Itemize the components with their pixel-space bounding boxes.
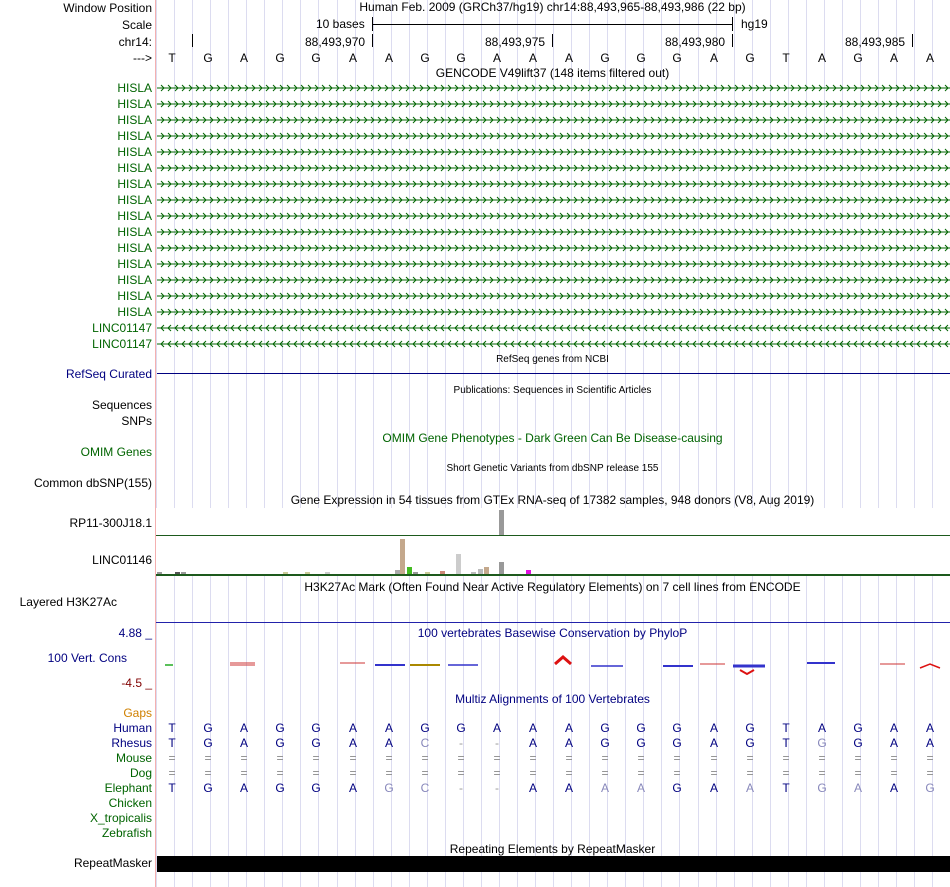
alignment-base: =	[529, 751, 537, 765]
alignment-base: G	[203, 781, 213, 795]
alignment-base: A	[745, 781, 754, 795]
alignment-base: G	[745, 721, 755, 735]
gencode-item-label[interactable]: HISLA	[117, 273, 152, 287]
gencode-feature-forward[interactable]	[157, 292, 950, 300]
gtex-bar	[175, 572, 180, 574]
gtex-bar	[499, 510, 504, 535]
gtex-bar	[484, 567, 489, 574]
gencode-feature-forward[interactable]	[157, 180, 950, 188]
base-letter: A	[817, 51, 826, 65]
gencode-feature-forward[interactable]	[157, 212, 950, 220]
alignment-base: G	[853, 721, 863, 735]
alignment-base: A	[384, 736, 393, 750]
gtex-track-title: Gene Expression in 54 tissues from GTEx RNA-seq of 17382 samples, 948 donors (V8, Aug 2019)	[290, 493, 815, 507]
species-label[interactable]: Zebrafish	[101, 826, 152, 840]
species-label[interactable]: Mouse	[115, 751, 152, 765]
gencode-feature-forward[interactable]	[157, 308, 950, 316]
ruler-tick-4	[912, 34, 913, 47]
alignment-base: -	[495, 736, 499, 750]
alignment-base: A	[636, 781, 645, 795]
base-letter: G	[636, 51, 646, 65]
sequences-track-label[interactable]: Sequences	[91, 398, 152, 412]
alignment-base: G	[420, 721, 430, 735]
base-letter: G	[456, 51, 466, 65]
gencode-strand-arrows	[157, 149, 950, 155]
alignment-base: A	[384, 721, 393, 735]
gencode-item-label[interactable]: LINC01147	[92, 337, 152, 351]
scale-bar	[372, 24, 732, 25]
alignment-base: C	[420, 736, 430, 750]
alignment-base: G	[672, 781, 682, 795]
alignment-base: =	[312, 751, 320, 765]
alignment-base: =	[493, 766, 501, 780]
gencode-strand-arrows	[157, 133, 950, 139]
ruler-tick-1	[372, 34, 373, 47]
conservation-track-label[interactable]: 100 Vert. Cons	[47, 651, 127, 665]
gtex-bar	[400, 539, 405, 574]
alignment-base: =	[276, 766, 284, 780]
alignment-base: A	[348, 721, 357, 735]
gencode-item-label[interactable]: HISLA	[117, 177, 152, 191]
alignment-base: G	[600, 736, 610, 750]
alignment-base: =	[493, 751, 501, 765]
alignment-base: A	[239, 736, 248, 750]
alignment-base: A	[889, 781, 898, 795]
gencode-strand-arrows	[157, 85, 950, 91]
gencode-feature-reverse[interactable]	[157, 340, 950, 348]
refseq-gene-line[interactable]	[157, 373, 950, 374]
gencode-strand-arrows	[157, 197, 950, 203]
alignment-base: G	[636, 736, 646, 750]
base-letter: A	[492, 51, 501, 65]
alignment-base: =	[601, 751, 609, 765]
gencode-strand-arrows	[157, 309, 950, 315]
gencode-strand-arrows	[157, 245, 950, 251]
base-letter: A	[889, 51, 898, 65]
repeatmasker-element[interactable]	[157, 856, 950, 872]
gtex-bar	[471, 572, 476, 574]
alignment-base: =	[818, 751, 826, 765]
alignment-base: T	[782, 721, 790, 735]
gencode-item-label[interactable]: HISLA	[117, 241, 152, 255]
gencode-strand-arrows	[157, 325, 950, 331]
alignment-base: =	[926, 751, 934, 765]
alignment-base: =	[637, 751, 645, 765]
assembly-position-text	[155, 0, 950, 14]
alignment-base: =	[818, 766, 826, 780]
alignment-base: -	[459, 736, 463, 750]
alignment-base: A	[817, 721, 826, 735]
alignment-base: G	[925, 781, 935, 795]
track-label-column	[0, 0, 155, 887]
alignment-base: G	[672, 721, 682, 735]
species-label[interactable]: X_tropicalis	[89, 811, 152, 825]
alignment-base: =	[168, 766, 176, 780]
ruler-position-1: 88,493,970	[305, 35, 366, 49]
h3k27ac-track-title: H3K27Ac Mark (Often Found Near Active Regulatory Elements) on 7 cell lines from ENCODE	[304, 580, 801, 594]
gencode-strand-arrows	[157, 261, 950, 267]
alignment-base: -	[495, 781, 499, 795]
gtex-bar	[499, 562, 504, 574]
track-data-area[interactable]	[155, 0, 950, 887]
alignment-base: -	[459, 781, 463, 795]
gtex-plot-2[interactable]	[155, 536, 950, 576]
alignment-base: =	[926, 766, 934, 780]
conservation-min-label: -4.5 _	[121, 676, 152, 690]
base-letter: A	[709, 51, 718, 65]
gtex-plot-1[interactable]	[155, 508, 950, 537]
alignment-base: =	[276, 751, 284, 765]
dbsnp-track-title: Short Genetic Variants from dbSNP release 155	[446, 463, 659, 474]
species-label[interactable]: Rhesus	[111, 736, 152, 750]
gencode-item-label[interactable]: HISLA	[117, 161, 152, 175]
base-letter: G	[311, 51, 321, 65]
base-letter: A	[528, 51, 537, 65]
alignment-base: A	[709, 781, 718, 795]
gencode-feature-forward[interactable]	[157, 196, 950, 204]
gencode-strand-arrows	[157, 229, 950, 235]
gencode-item-label[interactable]: HISLA	[117, 97, 152, 111]
alignment-base: G	[311, 721, 321, 735]
gtex-bar	[325, 572, 330, 574]
omim-track-title: OMIM Gene Phenotypes - Dark Green Can Be Disease-causing	[382, 431, 723, 445]
conservation-mark	[920, 664, 940, 668]
dbsnp-track-label[interactable]: Common dbSNP(155)	[33, 476, 152, 490]
alignment-base: =	[457, 766, 465, 780]
repeatmasker-track-title: Repeating Elements by RepeatMasker	[449, 842, 656, 856]
gencode-strand-arrows	[157, 277, 950, 283]
base-letter: G	[745, 51, 755, 65]
alignment-base: =	[673, 751, 681, 765]
gencode-strand-arrows	[157, 341, 950, 347]
conservation-mark	[555, 657, 571, 664]
gtex-bar	[157, 572, 162, 574]
alignment-base: =	[204, 766, 212, 780]
alignment-base: A	[564, 736, 573, 750]
gencode-item-label[interactable]: HISLA	[117, 305, 152, 319]
gencode-feature-forward[interactable]	[157, 228, 950, 236]
gencode-feature-forward[interactable]	[157, 244, 950, 252]
alignment-base: =	[385, 766, 393, 780]
gencode-feature-forward[interactable]	[157, 276, 950, 284]
alignment-base: =	[168, 751, 176, 765]
alignment-base: G	[275, 781, 285, 795]
gtex-gene-label-1[interactable]: RP11-300J18.1	[69, 516, 152, 530]
ruler-position-4: 88,493,985	[845, 35, 906, 49]
gtex-bar	[526, 570, 531, 574]
conservation-mark	[740, 670, 754, 674]
alignment-base: A	[528, 721, 537, 735]
alignment-base: =	[240, 751, 248, 765]
gaps-label: Gaps	[123, 706, 152, 720]
alignment-base: G	[311, 781, 321, 795]
base-letter: G	[672, 51, 682, 65]
scale-label: Scale	[121, 18, 152, 32]
multiz-track-title: Multiz Alignments of 100 Vertebrates	[455, 692, 650, 706]
ruler-tick-3	[732, 34, 733, 47]
gencode-item-label[interactable]: HISLA	[117, 81, 152, 95]
species-label[interactable]: Human	[113, 721, 152, 735]
species-label[interactable]: Chicken	[108, 796, 152, 810]
alignment-base: A	[709, 721, 718, 735]
alignment-base: G	[600, 721, 610, 735]
alignment-base: A	[889, 736, 898, 750]
gencode-strand-arrows	[157, 181, 950, 187]
base-letter: T	[782, 51, 790, 65]
base-letter: G	[853, 51, 863, 65]
alignment-base: =	[890, 766, 898, 780]
gencode-feature-forward[interactable]	[157, 164, 950, 172]
scale-bar-right-tick	[732, 17, 733, 31]
base-letter: A	[564, 51, 573, 65]
base-letter: G	[275, 51, 285, 65]
alignment-base: A	[853, 781, 862, 795]
alignment-base: A	[528, 736, 537, 750]
gencode-item-label[interactable]: HISLA	[117, 193, 152, 207]
assembly-position-value: Human Feb. 2009 (GRCh37/hg19) chr14:88,493,965-88,493,986 (22 bp)	[359, 0, 746, 14]
gencode-feature-forward[interactable]	[157, 116, 950, 124]
conservation-track-title: 100 vertebrates Basewise Conservation by PhyloP	[417, 626, 688, 640]
conservation-logo-marks	[165, 657, 940, 674]
gencode-feature-forward[interactable]	[157, 148, 950, 156]
alignment-base: =	[637, 766, 645, 780]
gtex-bar	[407, 567, 412, 574]
gencode-strand-arrows	[157, 213, 950, 219]
alignment-base: T	[168, 721, 176, 735]
alignment-base: =	[710, 766, 718, 780]
alignment-base: G	[311, 736, 321, 750]
base-letter: A	[384, 51, 393, 65]
gencode-feature-reverse[interactable]	[157, 324, 950, 332]
alignment-base: A	[925, 736, 934, 750]
alignment-base: G	[636, 721, 646, 735]
gtex-bar	[413, 572, 418, 574]
alignment-base: G	[275, 736, 285, 750]
refseq-track-title: RefSeq genes from NCBI	[496, 354, 609, 365]
gencode-item-label[interactable]: HISLA	[117, 209, 152, 223]
ruler-tick-2	[552, 34, 553, 47]
alignment-base: =	[349, 766, 357, 780]
alignment-base: =	[746, 751, 754, 765]
chrom-label: chr14:	[118, 35, 152, 49]
omim-track-label[interactable]: OMIM Genes	[80, 445, 152, 459]
alignment-base: =	[204, 751, 212, 765]
alignment-base: G	[203, 736, 213, 750]
h3k27ac-track-label[interactable]: Layered H3K27Ac	[19, 595, 117, 609]
gencode-item-label[interactable]: HISLA	[117, 145, 152, 159]
repeatmasker-track-label[interactable]: RepeatMasker	[73, 856, 152, 870]
alignment-base: =	[457, 751, 465, 765]
alignment-base: C	[420, 781, 430, 795]
alignment-base: T	[782, 736, 790, 750]
publications-track-title: Publications: Sequences in Scientific Articles	[453, 385, 652, 396]
gencode-feature-forward[interactable]	[157, 84, 950, 92]
alignment-base: =	[601, 766, 609, 780]
alignment-base: =	[782, 751, 790, 765]
alignment-base: =	[746, 766, 754, 780]
base-letter: A	[239, 51, 248, 65]
window-position-label: Window Position	[63, 1, 152, 15]
alignment-base: G	[745, 736, 755, 750]
scale-db-text: hg19	[741, 17, 768, 31]
alignment-base: =	[710, 751, 718, 765]
species-label[interactable]: Elephant	[104, 781, 152, 795]
gencode-item-label[interactable]: HISLA	[117, 129, 152, 143]
alignment-base: G	[853, 736, 863, 750]
gencode-strand-arrows	[157, 101, 950, 107]
conservation-logo-plot[interactable]	[155, 652, 950, 678]
alignment-base: =	[673, 766, 681, 780]
alignment-base: =	[565, 751, 573, 765]
gencode-feature-forward[interactable]	[157, 260, 950, 268]
alignment-base: =	[312, 766, 320, 780]
alignment-base: =	[854, 751, 862, 765]
alignment-base: G	[817, 736, 827, 750]
alignment-base: A	[709, 736, 718, 750]
alignment-base: =	[349, 751, 357, 765]
alignment-base: G	[275, 721, 285, 735]
alignment-base: A	[925, 721, 934, 735]
alignment-base: =	[421, 751, 429, 765]
gencode-item-label[interactable]: HISLA	[117, 113, 152, 127]
alignment-base: T	[168, 736, 176, 750]
alignment-base: A	[600, 781, 609, 795]
scale-bases-text: 10 bases	[316, 17, 365, 31]
gtex-gene-label-2[interactable]: LINC01146	[92, 553, 152, 567]
alignment-base: A	[528, 781, 537, 795]
gtex-bar	[478, 569, 483, 574]
base-letter: G	[420, 51, 430, 65]
refseq-track-label[interactable]: RefSeq Curated	[65, 367, 152, 381]
gtex-bar	[305, 572, 310, 574]
gencode-item-label[interactable]: HISLA	[117, 257, 152, 271]
ruler-position-3: 88,493,980	[665, 35, 726, 49]
gencode-feature-forward[interactable]	[157, 100, 950, 108]
gencode-item-label[interactable]: HISLA	[117, 225, 152, 239]
ruler-position-2: 88,493,975	[485, 35, 546, 49]
gtex-bar	[425, 572, 430, 574]
ruler-tick-start	[192, 34, 193, 47]
gtex-bar	[283, 572, 288, 574]
gencode-strand-arrows	[157, 117, 950, 123]
species-label[interactable]: Dog	[129, 766, 152, 780]
alignment-base: =	[854, 766, 862, 780]
gtex-bar	[456, 554, 461, 574]
base-letter: G	[203, 51, 213, 65]
left-margin-guide	[155, 0, 156, 887]
gtex-bar	[181, 572, 186, 574]
alignment-base: T	[782, 781, 790, 795]
alignment-base: A	[492, 721, 501, 735]
alignment-base: =	[890, 751, 898, 765]
alignment-base: G	[817, 781, 827, 795]
alignment-base: A	[564, 721, 573, 735]
gencode-track-title: GENCODE V49lift37 (148 items filtered out)	[435, 66, 670, 80]
alignment-base: G	[203, 721, 213, 735]
gencode-feature-forward[interactable]	[157, 132, 950, 140]
gtex-bar	[440, 571, 445, 574]
gencode-item-label[interactable]: LINC01147	[92, 321, 152, 335]
base-letter: A	[348, 51, 357, 65]
alignment-base: A	[889, 721, 898, 735]
base-letter: A	[925, 51, 934, 65]
gencode-strand-arrows	[157, 293, 950, 299]
alignment-base: =	[529, 766, 537, 780]
alignment-base: A	[564, 781, 573, 795]
alignment-base: A	[239, 721, 248, 735]
alignment-base: A	[239, 781, 248, 795]
base-letter: T	[168, 51, 176, 65]
alignment-base: A	[348, 736, 357, 750]
alignment-base: A	[348, 781, 357, 795]
alignment-base: =	[421, 766, 429, 780]
alignment-base: T	[168, 781, 176, 795]
alignment-base: =	[565, 766, 573, 780]
alignment-base: G	[672, 736, 682, 750]
base-letter: G	[600, 51, 610, 65]
alignment-base: =	[385, 751, 393, 765]
alignment-base: =	[240, 766, 248, 780]
gencode-item-label[interactable]: HISLA	[117, 289, 152, 303]
alignment-base: G	[456, 721, 466, 735]
h3k27ac-baseline[interactable]	[155, 622, 950, 623]
snps-track-label[interactable]: SNPs	[121, 414, 152, 428]
conservation-max-label: 4.88 _	[118, 626, 152, 640]
strand-label: --->	[133, 51, 152, 65]
alignment-base: G	[384, 781, 394, 795]
alignment-base: =	[782, 766, 790, 780]
gencode-strand-arrows	[157, 165, 950, 171]
